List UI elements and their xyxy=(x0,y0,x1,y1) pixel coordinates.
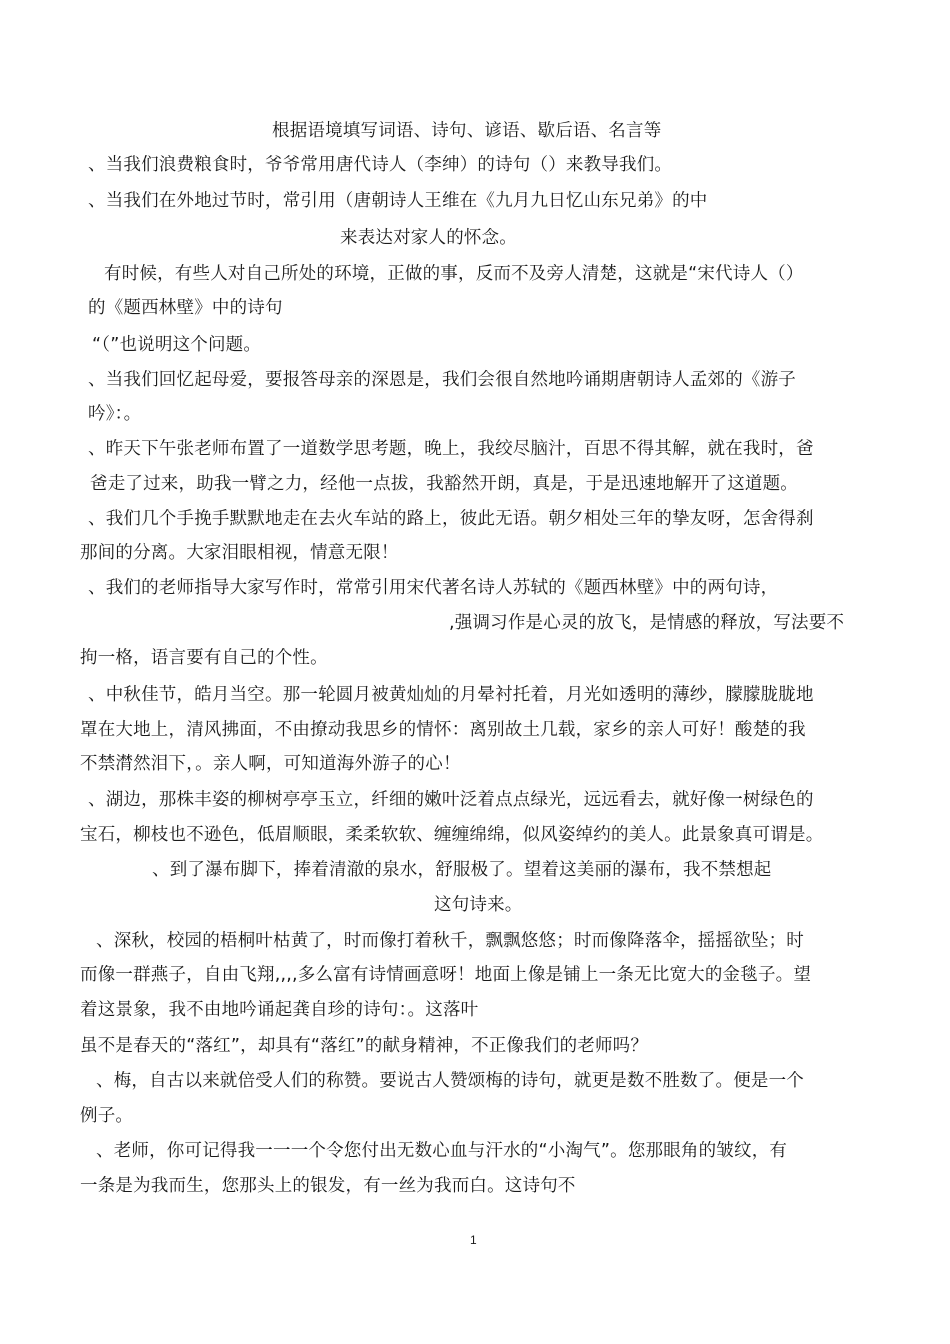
text-line: 、我们的老师指导大家写作时，常常引用宋代著名诗人苏轼的《题西林壁》中的两句诗， xyxy=(88,578,779,598)
text-line: 着这景象，我不由地吟诵起龚自珍的诗句：。这落叶 xyxy=(80,1000,479,1020)
text-line: 那间的分离。大家泪眼相视，情意无限！ xyxy=(80,543,399,563)
text-line: 例子。 xyxy=(80,1106,134,1126)
text-line: 、梅，自古以来就倍受人们的称赞。要说古人赞颂梅的诗句，就更是数不胜数了。便是一个 xyxy=(96,1071,804,1091)
text-line: 、湖边，那株丰姿的柳树亭亭玉立，纤细的嫩叶泛着点点绿光，远远看去，就好像一树绿色的 xyxy=(88,790,814,810)
text-line: 虽不是春天的“落红”，却具有“落红”的献身精神，不正像我们的老师吗？ xyxy=(80,1036,649,1056)
text-line: 、深秋，校园的梧桐叶枯黄了，时而像打着秋千，飘飘悠悠；时而像降落伞，摇摇欲坠；时 xyxy=(96,931,804,951)
text-line: 的《题西林壁》中的诗句 xyxy=(88,298,283,318)
text-line: 吟》：。 xyxy=(88,404,142,424)
text-line: ,强调习作是心灵的放飞，是情感的释放，写法要不 xyxy=(449,613,845,633)
text-line: 、老师，你可记得我一一一个令您付出无数心血与汗水的“小淘气”。您那眼角的皱纹，有 xyxy=(96,1141,788,1161)
text-line: 、到了瀑布脚下，捧着清澈的泉水，舒服极了。望着这美丽的瀑布，我不禁想起 xyxy=(152,860,772,880)
text-line: 一条是为我而生，您那头上的银发，有一丝为我而白。这诗句不 xyxy=(80,1176,576,1196)
text-line: 、中秋佳节，皓月当空。那一轮圆月被黄灿灿的月晕衬托着，月光如透明的薄纱，朦朦胧胧地 xyxy=(88,685,814,705)
text-line: 、当我们在外地过节时，常引用（唐朝诗人王维在《九月九日忆山东兄弟》的中 xyxy=(88,191,708,211)
text-line: 爸走了过来，助我一臂之力，经他一点拔，我豁然开朗，真是，于是迅速地解开了这道题。 xyxy=(90,474,798,494)
text-line: 、我们几个手挽手默默地走在去火车站的路上，彼此无语。朝夕相处三年的挚友呀，怎舍得刹 xyxy=(88,509,814,529)
text-line: 、昨天下午张老师布置了一道数学思考题，晚上，我绞尽脑汁，百思不得其解，就在我时，爸 xyxy=(88,439,814,459)
text-line: 有时候，有些人对自己所处的环境，正做的事，反而不及旁人清楚，这就是“宋代诗人（） xyxy=(104,264,804,284)
text-line: 拘一格，语言要有自己的个性。 xyxy=(80,648,328,668)
text-line: 这句诗来。 xyxy=(434,895,523,915)
document-title: 根据语境填写词语、诗句、谚语、歇后语、名言等 xyxy=(272,121,662,141)
text-line: 、当我们回忆起母爱，要报答母亲的深恩是，我们会很自然地吟诵期唐朝诗人孟郊的《游子 xyxy=(88,370,796,390)
text-line: 罩在大地上，清风拂面，不由撩动我思乡的情怀：离别故土几载，家乡的亲人可好！酸楚的我 xyxy=(80,720,806,740)
text-line: 不禁潸然泪下，。亲人啊，可知道海外游子的心！ xyxy=(80,754,461,774)
text-line: 来表达对家人的怀念。 xyxy=(340,228,517,248)
text-line: 宝石，柳枝也不逊色，低眉顺眼，柔柔软软、缠缠绵绵，似风姿绰约的美人。此景象真可谓是。 xyxy=(80,825,824,845)
text-line: 而像一群燕子，自由飞翔,,,,多么富有诗情画意呀！地面上像是铺上一条无比宽大的金毯子。望 xyxy=(80,965,812,985)
page-number: 1 xyxy=(470,1233,477,1247)
text-line: “（”也说明这个问题。 xyxy=(92,335,262,355)
text-line: 、当我们浪费粮食时，爷爷常用唐代诗人（李绅）的诗句（）来教导我们。 xyxy=(88,155,673,175)
